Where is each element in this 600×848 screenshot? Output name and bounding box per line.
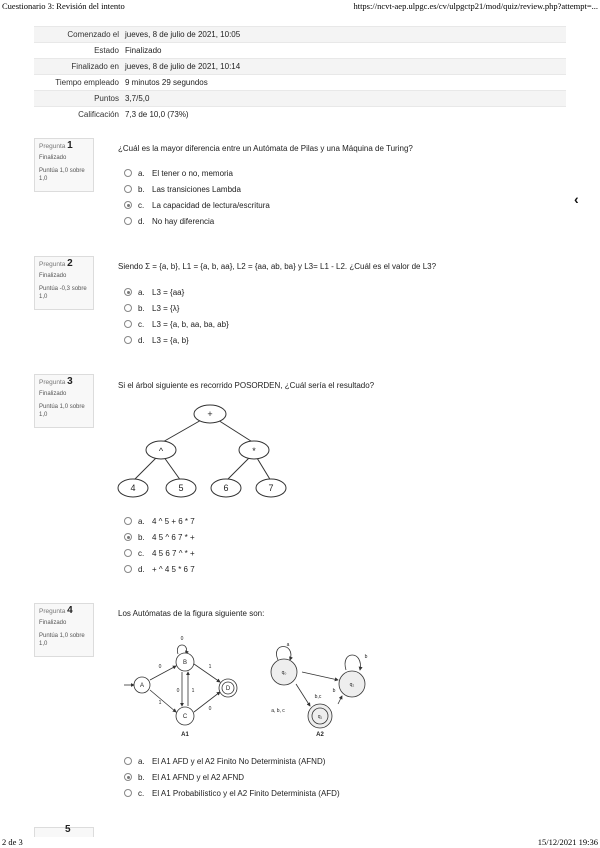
state-label: A: [139, 683, 145, 689]
edge-label: 0: [158, 664, 162, 670]
answer-letter: a.: [138, 756, 145, 766]
answer-option[interactable]: [124, 197, 270, 213]
binary-tree-svg: [116, 400, 296, 502]
radio-button[interactable]: [124, 565, 132, 573]
summary-row: [34, 59, 566, 75]
answer-option[interactable]: [124, 165, 270, 181]
answer-option[interactable]: [124, 181, 270, 197]
summary-value: Finalizado: [122, 43, 566, 59]
tree-node-label: *: [252, 446, 256, 456]
answer-option[interactable]: [124, 213, 270, 229]
tree-node-label: 5: [178, 483, 184, 493]
automata-figure: [120, 630, 384, 740]
page-count: 2 de 3: [2, 837, 23, 847]
radio-button[interactable]: [124, 320, 132, 328]
summary-row: [34, 75, 566, 91]
question-number: 4: [67, 605, 73, 616]
radio-button[interactable]: [124, 304, 132, 312]
question-label: Pregunta: [39, 143, 66, 150]
edge-label: 1: [208, 664, 212, 670]
radio-button[interactable]: [124, 169, 132, 177]
answer-option[interactable]: [124, 513, 195, 529]
question-text-2: Siendo Σ = {a, b}, L1 = {a, b, aa}, L2 = {aa, ab, ba} y L3= L1 - L2. ¿Cuál es el valor de L3?: [118, 262, 437, 271]
radio-button[interactable]: [124, 757, 132, 765]
question-state: Finalizado: [39, 155, 67, 161]
print-footer: [0, 836, 600, 848]
tree-node-label: +: [207, 409, 213, 419]
print-timestamp: 15/12/2021 19:36: [537, 837, 598, 847]
question-info-3: [34, 374, 94, 428]
question-state: Finalizado: [39, 391, 67, 397]
answer-text: + ^ 4 5 * 6 7: [152, 564, 195, 574]
state-label: q₀: [281, 670, 287, 676]
edge-label: 0: [180, 636, 184, 642]
answer-option[interactable]: [124, 545, 195, 561]
tree-node-label: 4: [130, 483, 136, 493]
answer-option[interactable]: [124, 753, 340, 769]
state-label: D: [225, 686, 231, 692]
answer-option[interactable]: [124, 284, 229, 300]
edge-label: b,c: [314, 694, 322, 700]
radio-button[interactable]: [124, 549, 132, 557]
answer-text: No hay diferencia: [152, 216, 215, 226]
question-grade: Puntúa 1,0 sobre 1,0: [39, 633, 85, 647]
state-label: q₂: [349, 682, 355, 688]
answer-letter: c.: [138, 319, 145, 329]
answer-letter: c.: [138, 200, 145, 210]
answer-text: L3 = {λ}: [152, 303, 180, 313]
edge-label: b: [332, 688, 336, 694]
question-label: Pregunta: [39, 379, 66, 386]
print-header: [0, 0, 600, 12]
summary-row: [34, 43, 566, 59]
edge-label: 1: [158, 700, 162, 706]
question-label: Pregunta: [39, 261, 66, 268]
answer-option[interactable]: [124, 561, 195, 577]
radio-button[interactable]: [124, 336, 132, 344]
question-label: Pregunta: [39, 608, 66, 615]
summary-value: 7,3 de 10,0 (73%): [122, 107, 566, 123]
answer-letter: d.: [138, 216, 145, 226]
summary-value: 3,7/5,0: [122, 91, 566, 107]
answer-option[interactable]: [124, 785, 340, 801]
answer-text: L3 = {a, b}: [152, 335, 189, 345]
answer-option[interactable]: [124, 300, 229, 316]
answer-text: Las transiciones Lambda: [152, 184, 241, 194]
question-info-1: [34, 138, 94, 192]
state-label: C: [182, 714, 188, 720]
edge-label: a: [286, 642, 290, 648]
summary-key: Estado: [34, 43, 122, 59]
answer-list-4: [124, 753, 340, 801]
summary-key: Finalizado en: [34, 59, 122, 75]
answer-text: 4 5 6 7 ^ * +: [152, 548, 195, 558]
state-label: B: [182, 660, 188, 666]
answer-option[interactable]: [124, 529, 195, 545]
print-header-title: Cuestionario 3: Revisión del intento: [2, 1, 125, 11]
question-info-2: [34, 256, 94, 310]
answer-text: L3 = {aa}: [152, 287, 185, 297]
answer-text: El A1 AFD y el A2 Finito No Determinista (AFND): [152, 756, 326, 766]
radio-button[interactable]: [124, 217, 132, 225]
radio-button-selected[interactable]: [124, 773, 132, 781]
summary-value: jueves, 8 de julio de 2021, 10:05: [122, 27, 566, 43]
question-text-1: ¿Cuál es la mayor diferencia entre un Autómata de Pilas y una Máquina de Turing?: [118, 144, 413, 153]
radio-button[interactable]: [124, 185, 132, 193]
attempt-summary-table: [34, 26, 566, 122]
question-number: 2: [67, 258, 73, 269]
answer-letter: d.: [138, 335, 145, 345]
print-header-url: https://ncvt-aep.ulpgc.es/cv/ulpgctp21/mod/quiz/review.php?attempt=...: [353, 1, 598, 11]
answer-list-1: [124, 165, 270, 229]
answer-letter: a.: [138, 516, 145, 526]
question-grade: Puntúa 1,0 sobre 1,0: [39, 404, 85, 418]
question-number: 3: [67, 376, 73, 387]
answer-option[interactable]: [124, 332, 229, 348]
answer-option[interactable]: [124, 316, 229, 332]
summary-row: [34, 107, 566, 123]
automaton-label: A2: [316, 732, 324, 738]
answer-list-3: [124, 513, 195, 577]
answer-letter: b.: [138, 532, 145, 542]
summary-key: Comenzado el: [34, 27, 122, 43]
answer-text: 4 ^ 5 + 6 * 7: [152, 516, 195, 526]
summary-key: Puntos: [34, 91, 122, 107]
question-grade: Puntúa -0,3 sobre 1,0: [39, 286, 87, 300]
answer-letter: d.: [138, 564, 145, 574]
answer-letter: c.: [138, 788, 145, 798]
radio-button[interactable]: [124, 789, 132, 797]
answer-list-2: [124, 284, 229, 348]
automaton-label: A1: [181, 732, 189, 738]
answer-option[interactable]: [124, 769, 340, 785]
automata-svg: [120, 630, 384, 740]
edge-label: 1: [191, 688, 195, 694]
radio-button[interactable]: [124, 517, 132, 525]
edge-label: b: [364, 654, 368, 660]
chevron-left-icon[interactable]: ‹: [574, 191, 579, 207]
answer-letter: a.: [138, 168, 145, 178]
binary-tree-figure: [116, 400, 296, 502]
edge-label: 0: [208, 706, 212, 712]
summary-key: Calificación: [34, 107, 122, 123]
question-text-4: Los Autómatas de la figura siguiente son:: [118, 609, 265, 618]
edge-label: a, b, c: [271, 708, 285, 714]
answer-letter: b.: [138, 772, 145, 782]
tree-node-label: 7: [268, 483, 274, 493]
question-state: Finalizado: [39, 620, 67, 626]
summary-row: [34, 27, 566, 43]
summary-value: jueves, 8 de julio de 2021, 10:14: [122, 59, 566, 75]
answer-letter: a.: [138, 287, 145, 297]
answer-letter: b.: [138, 303, 145, 313]
answer-text: El A1 Probabilístico y el A2 Finito Determinista (AFD): [152, 788, 340, 798]
question-info-4: [34, 603, 94, 657]
radio-button-selected[interactable]: [124, 533, 132, 541]
answer-text: 4 5 ^ 6 7 * +: [152, 532, 195, 542]
edge-label: 0: [176, 688, 180, 694]
answer-text: El tener o no, memoria: [152, 168, 233, 178]
tree-node-label: 6: [223, 483, 229, 493]
state-label: q₁: [317, 714, 323, 720]
radio-button-selected[interactable]: [124, 201, 132, 209]
question-grade: Puntúa 1,0 sobre 1,0: [39, 168, 85, 182]
answer-letter: b.: [138, 184, 145, 194]
question-text-3: Si el árbol siguiente es recorrido POSORDEN, ¿Cuál sería el resultado?: [118, 381, 375, 390]
question-number: 5: [65, 824, 71, 835]
radio-button-selected[interactable]: [124, 288, 132, 296]
summary-value: 9 minutos 29 segundos: [122, 75, 566, 91]
tree-node-label: ^: [158, 446, 164, 456]
summary-row: [34, 91, 566, 107]
answer-letter: c.: [138, 548, 145, 558]
question-number: 1: [67, 140, 73, 151]
summary-key: Tiempo empleado: [34, 75, 122, 91]
answer-text: El A1 AFND y el A2 AFND: [152, 772, 245, 782]
answer-text: La capacidad de lectura/escritura: [152, 200, 270, 210]
question-state: Finalizado: [39, 273, 67, 279]
answer-text: L3 = {a, b, aa, ba, ab}: [152, 319, 229, 329]
